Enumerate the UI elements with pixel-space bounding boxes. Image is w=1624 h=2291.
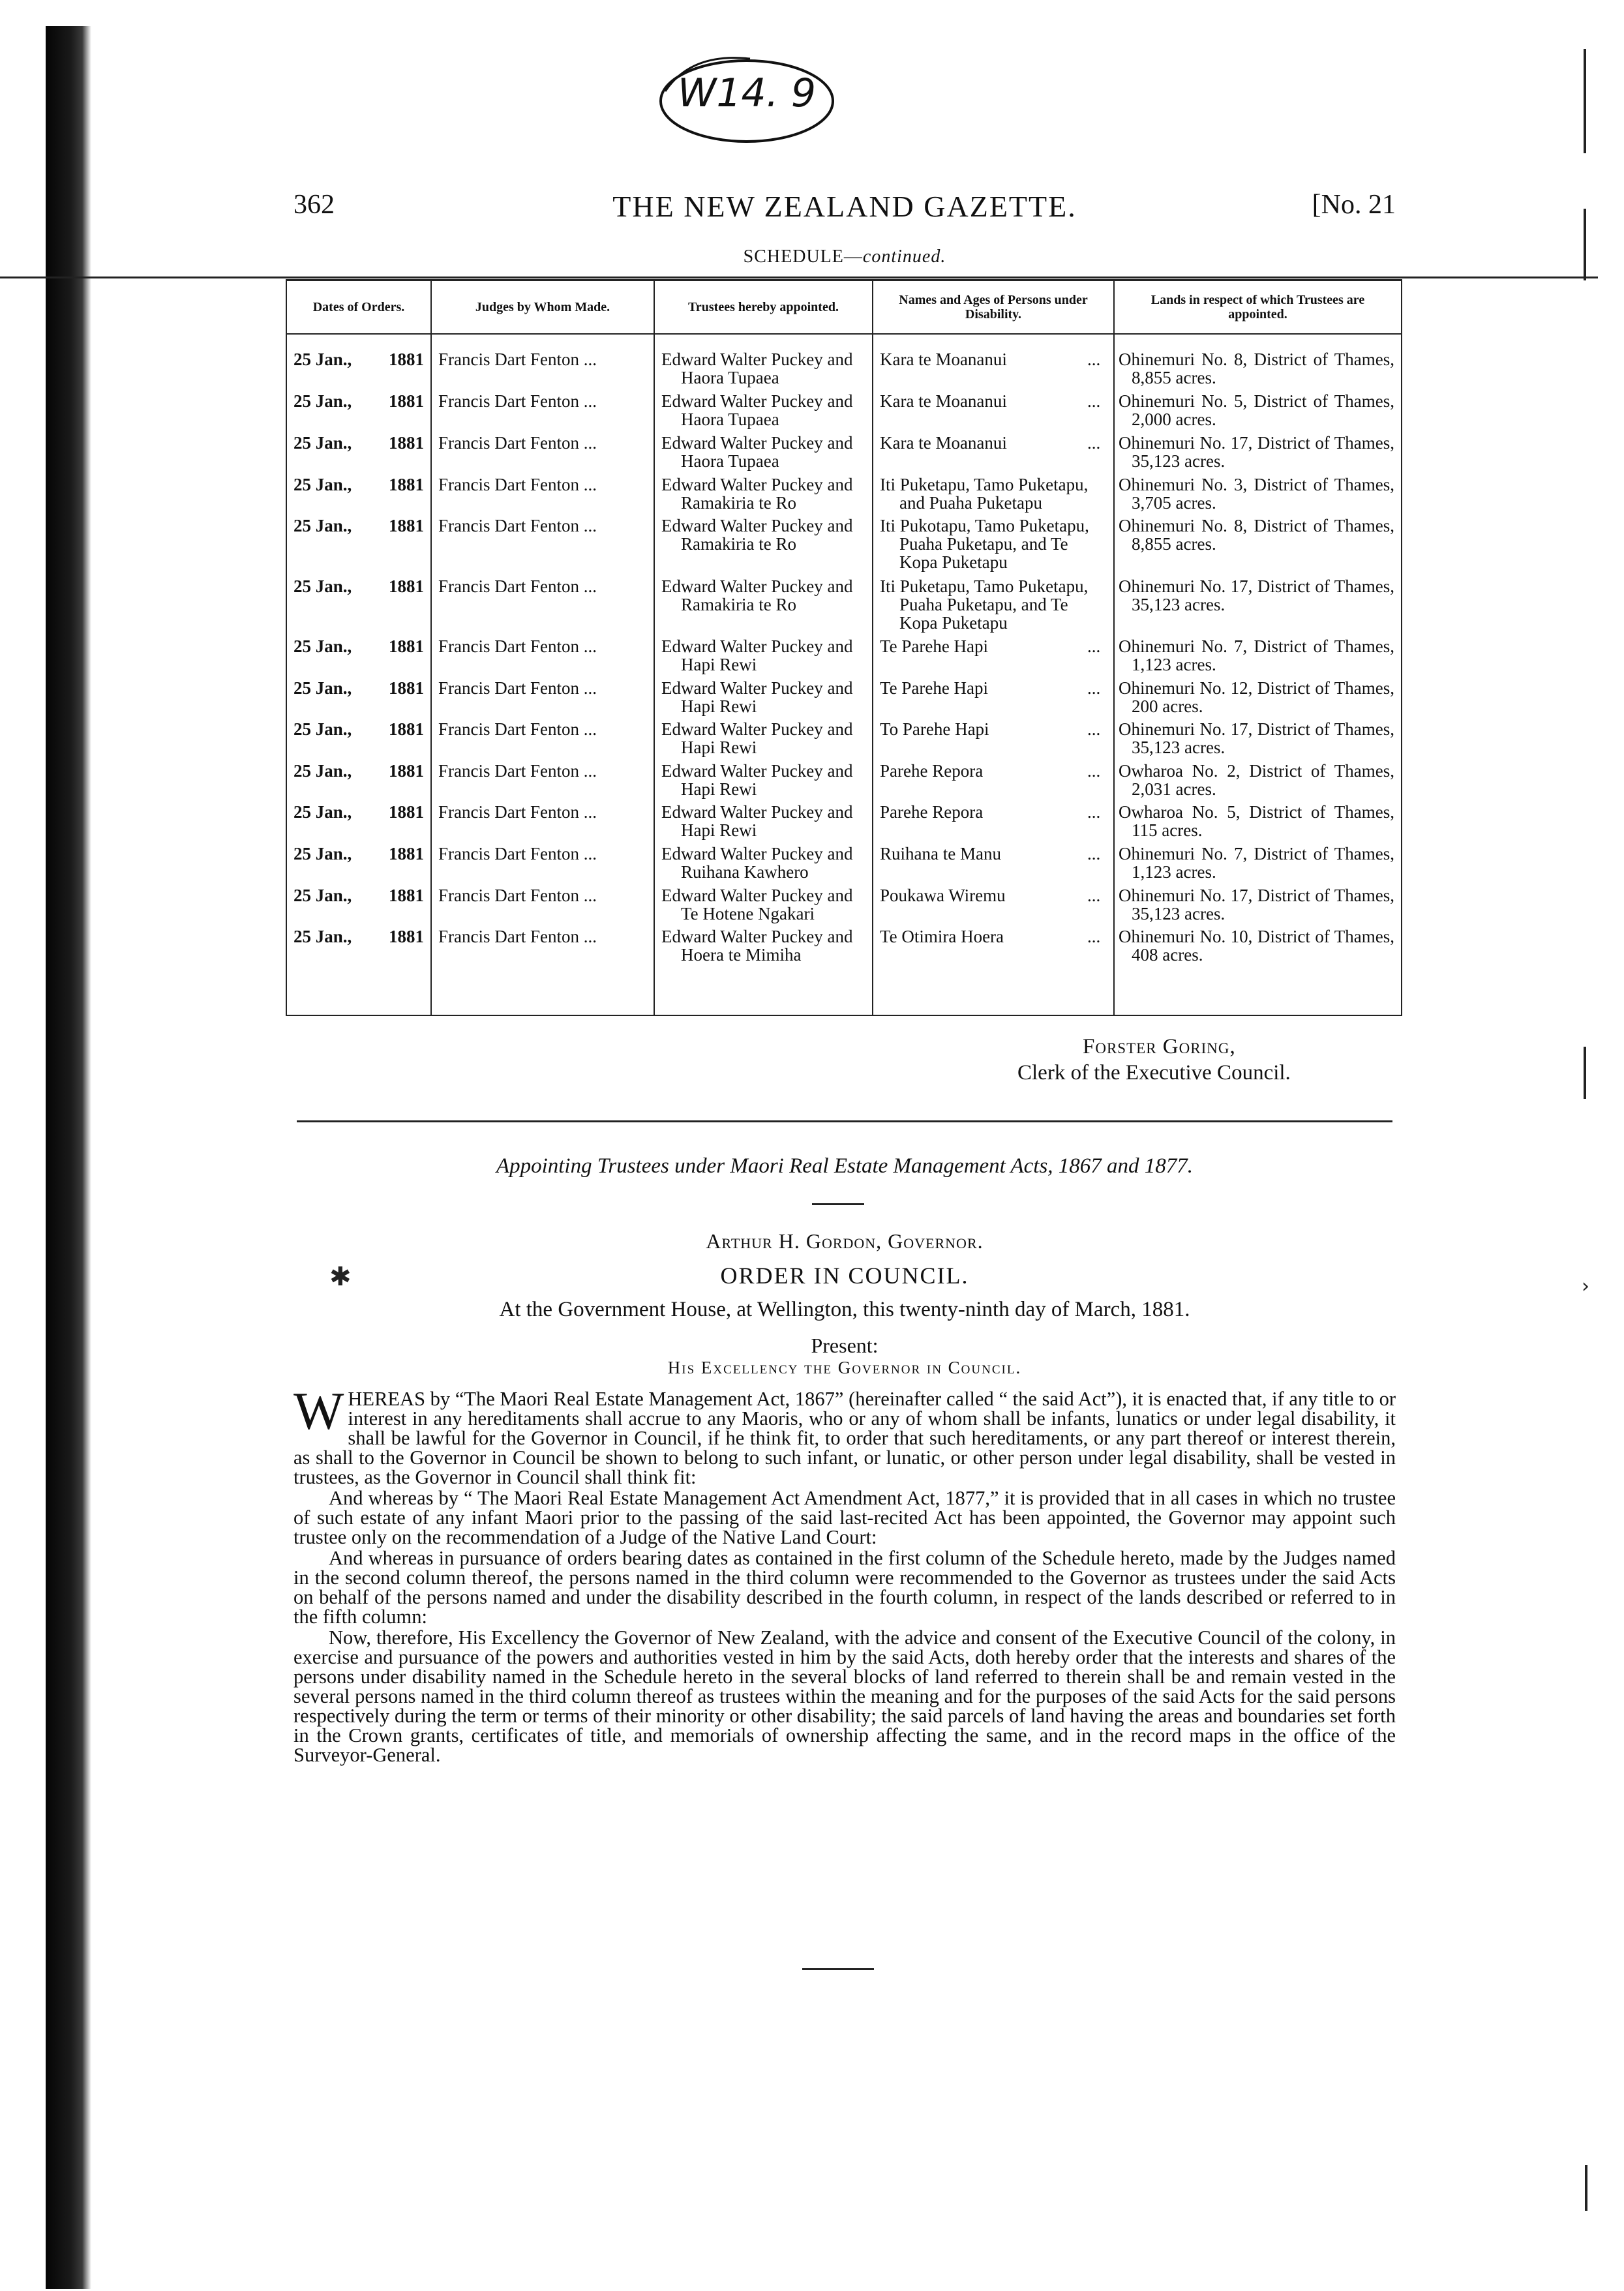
persons-text: To Parehe Hapi [880,719,989,740]
order-date-cell [286,762,431,800]
schedule-header-row [286,280,1402,335]
lands-cell: Ohinemuri No. 8, District of Thames, 8,855 acres. [1114,334,1402,388]
right-edge-mark [1584,1047,1586,1099]
trustees-cell [654,679,873,717]
order-date: 25 Jan., [293,516,352,536]
column-header: Trustees hereby appointed. [654,280,873,335]
header-rule [0,277,1598,278]
order-paragraph: And whereas by “ The Maori Real Estate Management Act Amendment Act, 1877,” it is provided that in all cases in which no trustee of such estate of any infant Maori prior to the passing of the said last-recited Act has been appointed, the Governor may appoint such trustee only on the recommendation of a Judge of the Native Land Court: [293,1487,1396,1548]
trustees-cell [654,845,873,882]
trustees-text: Edward Walter Puckey and Te Hotene Ngakari [661,885,853,923]
order-date: 25 Jan., [293,719,352,740]
order-paragraph: And whereas in pursuance of orders bearing dates as contained in the first column of the Schedule hereto, made by the Judges named in the second column thereof, the persons named in the third column were recommended to the Governor as trustees under the said Acts on behalf of the persons named and under the disability described in the fourth column, in respect of the lands described or referred to in the fifth column: [293,1547,1396,1628]
order-date: 25 Jan., [293,760,352,781]
order-date: 25 Jan., [293,576,352,596]
margin-speck: ✱ [329,1262,352,1292]
lands-cell: Owharoa No. 2, District of Thames, 2,031 acres. [1114,762,1402,800]
order-date-cell [286,720,431,758]
lands-cell: Ohinemuri No. 17, District of Thames, 35,123 acres. [1114,434,1402,472]
trustees-text: Edward Walter Puckey and Ramakiria te Ro [661,576,853,614]
trustees-text: Edward Walter Puckey and Hapi Rewi [661,760,853,799]
lands-cell: Ohinemuri No. 7, District of Thames, 1,123 acres. [1114,845,1402,882]
persons-text: Te Otimira Hoera [880,927,1004,947]
lands-cell: Ohinemuri No. 17, District of Thames, 35,123 acres. [1114,720,1402,758]
judge-cell: Francis Dart Fenton ... [431,577,654,633]
order-place-date: At the Government House, at Wellington, this twenty-ninth day of March, 1881. [499,1298,1190,1321]
judge-cell: Francis Dart Fenton ... [431,475,654,513]
order-in-council-title: ORDER IN COUNCIL. [720,1263,969,1289]
judge-cell: Francis Dart Fenton ... [431,517,654,573]
order-date: 25 Jan., [293,432,352,453]
short-rule [812,1203,864,1205]
persons-cell: ... Te Parehe Hapi [873,637,1114,675]
order-date-cell [286,517,431,573]
persons-cell: ... Poukawa Wiremu [873,886,1114,924]
trustees-text: Edward Walter Puckey and Hapi Rewi [661,802,853,841]
judge-cell: Francis Dart Fenton ... [431,927,654,965]
table-row [286,475,1402,513]
order-year: 1881 [389,474,424,494]
column-header: Judges by Whom Made. [431,280,654,335]
right-edge-mark [1584,209,1586,280]
governor-line: Arthur H. Gordon, Governor. [706,1229,984,1253]
trustees-cell [654,392,873,430]
order-date-cell [286,577,431,633]
order-year: 1881 [389,678,424,698]
order-year: 1881 [389,391,424,412]
lands-cell: Ohinemuri No. 17, District of Thames, 35,123 acres. [1114,577,1402,633]
order-date-cell [286,475,431,513]
order-date: 25 Jan., [293,885,352,905]
page-number: 362 [293,190,335,220]
lands-cell: Ohinemuri No. 5, District of Thames, 2,000 acres. [1114,392,1402,430]
trustees-cell [654,886,873,924]
order-year: 1881 [389,516,424,536]
trustees-cell [654,927,873,965]
schedule-title-main: SCHEDULE— [743,247,863,267]
table-row [286,803,1402,841]
persons-text: Iti Puketapu, Tamo Puketapu, and Puaha Puketapu [880,474,1089,513]
order-year: 1881 [389,636,424,656]
persons-cell [873,577,1114,633]
order-date: 25 Jan., [293,636,352,656]
order-date: 25 Jan., [293,474,352,494]
trustees-cell [654,577,873,633]
schedule-title-continued: continued. [862,247,946,267]
column-header: Lands in respect of which Trustees are appointed. [1114,280,1402,335]
table-row [286,334,1402,388]
table-row [286,845,1402,882]
trustees-text: Edward Walter Puckey and Haora Tupaea [661,391,853,430]
judge-cell: Francis Dart Fenton ... [431,720,654,758]
judge-cell: Francis Dart Fenton ... [431,434,654,472]
trustees-text: Edward Walter Puckey and Ruihana Kawhero [661,844,853,882]
trustees-text: Edward Walter Puckey and Hoera te Mimiha [661,927,853,965]
trustees-text: Edward Walter Puckey and Hapi Rewi [661,719,853,758]
trustees-text: Edward Walter Puckey and Ramakiria te Ro [661,474,853,513]
order-date-cell [286,886,431,924]
order-year: 1881 [389,350,424,369]
persons-cell: ... Te Parehe Hapi [873,679,1114,717]
order-date-cell [286,845,431,882]
lands-cell: Ohinemuri No. 12, District of Thames, 200 acres. [1114,679,1402,717]
issue-number: [No. 21 [1312,190,1396,220]
gazette-title: THE NEW ZEALAND GAZETTE. [612,190,1077,223]
persons-text: Te Parehe Hapi [880,636,989,656]
right-edge-mark [1584,49,1586,153]
order-date-cell [286,334,431,388]
table-row [286,637,1402,675]
order-date: 25 Jan., [293,391,352,412]
order-date: 25 Jan., [293,350,352,369]
trustees-cell [654,475,873,513]
judge-cell: Francis Dart Fenton ... [431,845,654,882]
persons-cell: ... Kara te Moananui [873,334,1114,388]
order-year: 1881 [389,885,424,905]
order-date-cell [286,392,431,430]
lands-cell: Ohinemuri No. 8, District of Thames, 8,855 acres. [1114,517,1402,573]
persons-text: Kara te Moananui [880,391,1007,412]
persons-text: Kara te Moananui [880,350,1007,369]
lands-cell: Ohinemuri No. 7, District of Thames, 1,123 acres. [1114,637,1402,675]
judge-cell: Francis Dart Fenton ... [431,679,654,717]
order-year: 1881 [389,432,424,453]
schedule-table [286,279,1402,1016]
trustees-text: Edward Walter Puckey and Hapi Rewi [661,636,853,674]
order-year: 1881 [389,760,424,781]
trustees-cell [654,517,873,573]
trustees-cell [654,334,873,388]
present-label: Present: [811,1334,879,1357]
persons-cell: ... Parehe Repora [873,762,1114,800]
table-row [286,762,1402,800]
section-rule [297,1120,1392,1122]
order-year: 1881 [389,719,424,740]
judge-cell: Francis Dart Fenton ... [431,886,654,924]
page-binding-shadow [46,26,91,2289]
order-year: 1881 [389,844,424,864]
persons-text: Iti Pukotapu, Tamo Puketapu, Puaha Puketapu, and Te Kopa Puketapu [880,516,1089,573]
order-year: 1881 [389,802,424,822]
trustees-cell [654,762,873,800]
trustees-cell [654,434,873,472]
drop-cap: W [293,1381,344,1441]
persons-text: Iti Puketapu, Tamo Puketapu, Puaha Puketapu, and Te Kopa Puketapu [880,576,1089,633]
judge-cell: Francis Dart Fenton ... [431,803,654,841]
persons-cell: ... Kara te Moananui [873,392,1114,430]
trustees-cell [654,637,873,675]
order-body [293,1381,1396,1766]
right-edge-mark [1585,2165,1587,2211]
order-date: 25 Jan., [293,678,352,698]
order-date-cell [286,927,431,965]
persons-cell: ... Parehe Repora [873,803,1114,841]
trustees-cell [654,720,873,758]
trustees-text: Edward Walter Puckey and Hapi Rewi [661,678,853,716]
signatory-title: Clerk of the Executive Council. [1017,1061,1291,1085]
table-row [286,720,1402,758]
judge-cell: Francis Dart Fenton ... [431,392,654,430]
judge-cell: Francis Dart Fenton ... [431,334,654,388]
order-paragraph: Now, therefore, His Excellency the Governor of New Zealand, with the advice and consent of the Executive Council of the colony, in exercise and pursuance of the powers and authorities vested in him by the said Acts, doth hereby order that the interests and shares of the persons under disability named in the Schedule hereto in the several blocks of land referred to therein shall be and remain vested in the several persons named in the third column thereof as trustees within the meaning and for the purposes of the said Acts for the said persons respectively during the term or terms of their minority or other disability; the said parcels of land having the areas and boundaries set forth in the Crown grants, certificates of title, and memorials of ownership affecting the same, and in the record maps in the office of the Surveyor-General. [293,1626,1396,1766]
persons-cell [873,475,1114,513]
order-date-cell [286,637,431,675]
page-header [293,189,1396,248]
table-row [286,886,1402,924]
order-date: 25 Jan., [293,844,352,864]
column-header: Dates of Orders. [286,280,431,335]
column-header: Names and Ages of Persons under Disability. [873,280,1114,335]
lands-cell: Ohinemuri No. 10, District of Thames, 408 acres. [1114,927,1402,965]
margin-speck: › [1582,1275,1589,1298]
schedule-title [293,247,1396,267]
order-date-cell [286,803,431,841]
table-filler-row [286,969,1402,1015]
persons-text: Poukawa Wiremu [880,885,1006,905]
persons-cell: ... Kara te Moananui [873,434,1114,472]
trustees-text: Edward Walter Puckey and Haora Tupaea [661,350,853,387]
schedule-body [286,334,1402,1015]
persons-text: Ruihana te Manu [880,844,1001,864]
closing-rule [802,1968,874,1970]
trustees-text: Edward Walter Puckey and Ramakiria te Ro [661,516,853,554]
persons-cell: ... To Parehe Hapi [873,720,1114,758]
order-heading: Appointing Trustees under Maori Real Estate Management Acts, 1867 and 1877. [496,1154,1194,1178]
table-row [286,517,1402,573]
archive-stamp [652,46,841,150]
judge-cell: Francis Dart Fenton ... [431,762,654,800]
order-paragraph [293,1381,1396,1488]
table-row [286,679,1402,717]
persons-text: Te Parehe Hapi [880,678,989,698]
persons-text: Kara te Moananui [880,432,1007,453]
persons-text: Parehe Repora [880,802,984,822]
trustees-cell [654,803,873,841]
table-row [286,577,1402,633]
lands-cell: Ohinemuri No. 17, District of Thames, 35,123 acres. [1114,886,1402,924]
order-year: 1881 [389,927,424,947]
judge-cell: Francis Dart Fenton ... [431,637,654,675]
table-row [286,434,1402,472]
persons-cell: ... Ruihana te Manu [873,845,1114,882]
signature-block [1017,1034,1291,1086]
trustees-text: Edward Walter Puckey and Haora Tupaea [661,432,853,471]
order-date: 25 Jan., [293,802,352,822]
persons-cell: ... Te Otimira Hoera [873,927,1114,965]
table-row [286,392,1402,430]
lands-cell: Owharoa No. 5, District of Thames, 115 acres. [1114,803,1402,841]
persons-cell [873,517,1114,573]
persons-text: Parehe Repora [880,760,984,781]
lands-cell: Ohinemuri No. 3, District of Thames, 3,705 acres. [1114,475,1402,513]
stamp-text: W14. 9 [678,70,816,116]
order-date: 25 Jan., [293,927,352,947]
order-date-cell [286,434,431,472]
signatory-name: Forster Goring, [1083,1035,1236,1058]
paragraph-text: HEREAS by “The Maori Real Estate Management Act, 1867” (hereinafter called “ the said Act”), it is enacted that, if any title to or interest in any hereditaments shall accrue to any Maoris, who or any of whom shall be infants, lunatics or under legal disability, it shall be lawful for the Governor in Council, if he think fit, to order that such hereditaments, or any part thereof or interest therein, as shall to the Governor in Council be shown to belong to such infant, or lunatic, or other person under legal disability, shall be vested in trustees, as the Governor in Council shall think fit: [293,1388,1396,1488]
order-date-cell [286,679,431,717]
order-year: 1881 [389,576,424,596]
table-row [286,927,1402,965]
his-excellency-line: His Excellency the Governor in Council. [667,1358,1022,1377]
